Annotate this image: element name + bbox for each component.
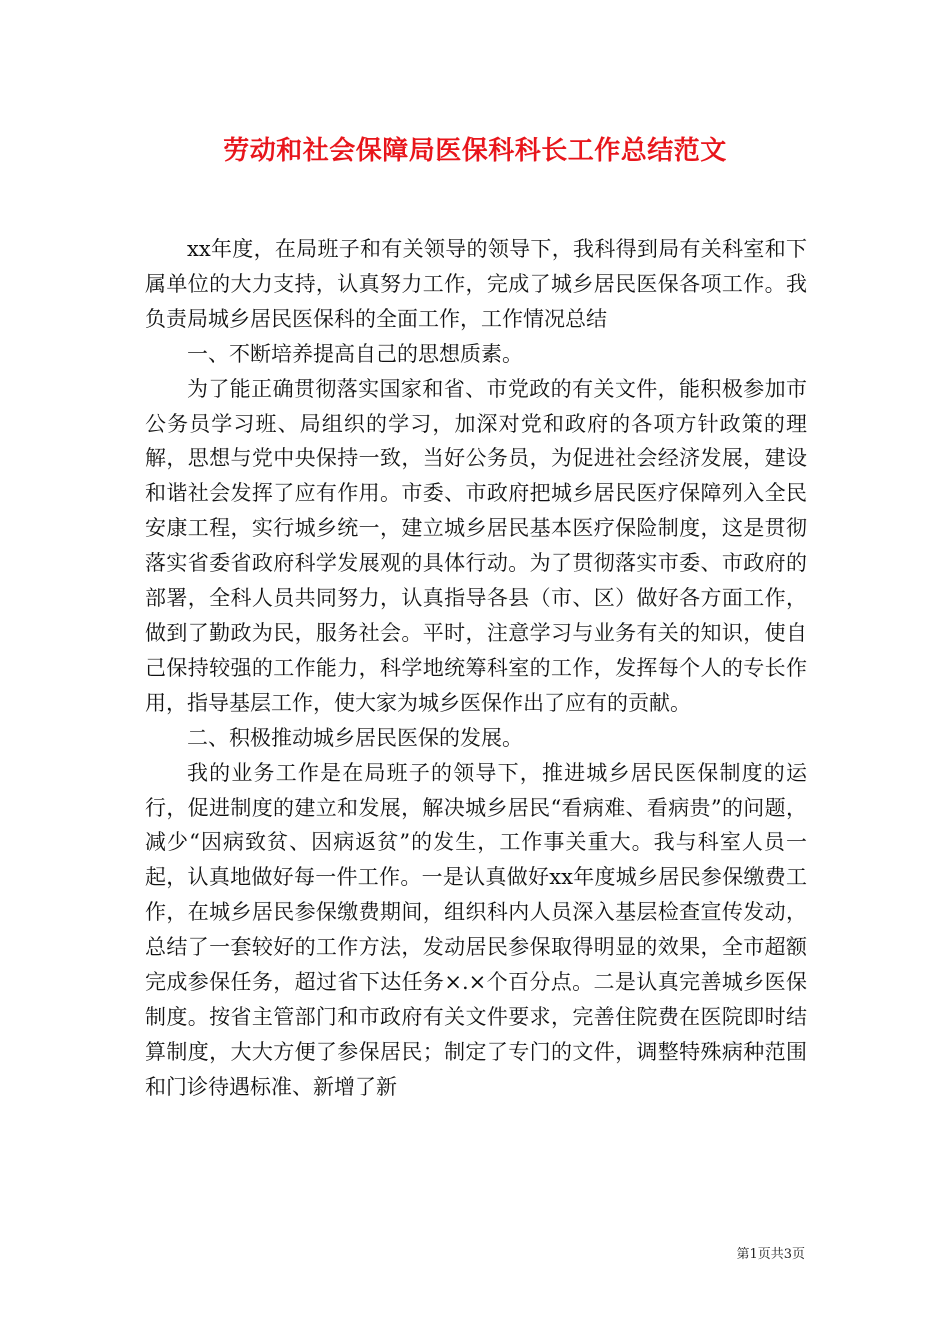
page-number-label: 第1页共3页 <box>736 1247 805 1262</box>
document-body <box>145 232 807 1105</box>
intro-paragraph: xx年度，在局班子和有关领导的领导下，我科得到局有关科室和下属单位的大力支持，认真努力工作，完成了城乡居民医保各项工作。我负责局城乡居民医保科的全面工作，工作情况总结 <box>145 237 807 331</box>
page-footer <box>736 1246 805 1264</box>
section-1-paragraph: 为了能正确贯彻落实国家和省、市党政的有关文件，能积极参加市公务员学习班、局组织的学习，加深对党和政府的各项方针政策的理解，思想与党中央保持一致，当好公务员，为促进社会经济发展，建设和谐社会发挥了应有作用。市委、市政府把城乡居民医疗保障列入全民安康工程，实行城乡统一，建立城乡居民基本医疗保险制度，这是贯彻落实省委省政府科学发展观的具体行动。为了贯彻落实市委、市政府的部署，全科人员共同努力，认真指导各县（市、区）做好各方面工作，做到了勤政为民，服务社会。平时，注意学习与业务有关的知识，使自己保持较强的工作能力，科学地统筹科室的工作，发挥每个人的专长作用，指导基层工作，使大家为城乡医保作出了应有的贡献。 <box>145 376 807 715</box>
document-title: 劳动和社会保障局医保科科长工作总结范文 <box>223 136 727 166</box>
section-heading-2: 二、积极推动城乡居民医保的发展。 <box>187 725 523 750</box>
section-heading-1: 一、不断培养提高自己的思想质素。 <box>187 341 523 366</box>
section-2-paragraph: 我的业务工作是在局班子的领导下，推进城乡居民医保制度的运行，促进制度的建立和发展，解决城乡居民“看病难、看病贵”的问题，减少“因病致贫、因病返贫”的发生，工作事关重大。我与科室人员一起，认真地做好每一件工作。一是认真做好xx年度城乡居民参保缴费工作，在城乡居民参保缴费期间，组织科内人员深入基层检查宣传发动，总结了一套较好的工作方法，发动居民参保取得明显的效果，全市超额完成参保任务，超过省下达任务×.×个百分点。二是认真完善城乡医保制度。按省主管部门和市政府有关文件要求，完善住院费在医院即时结算制度，大大方便了参保居民；制定了专门的文件，调整特殊病种范围和门诊待遇标准、新增了新 <box>145 760 807 1099</box>
